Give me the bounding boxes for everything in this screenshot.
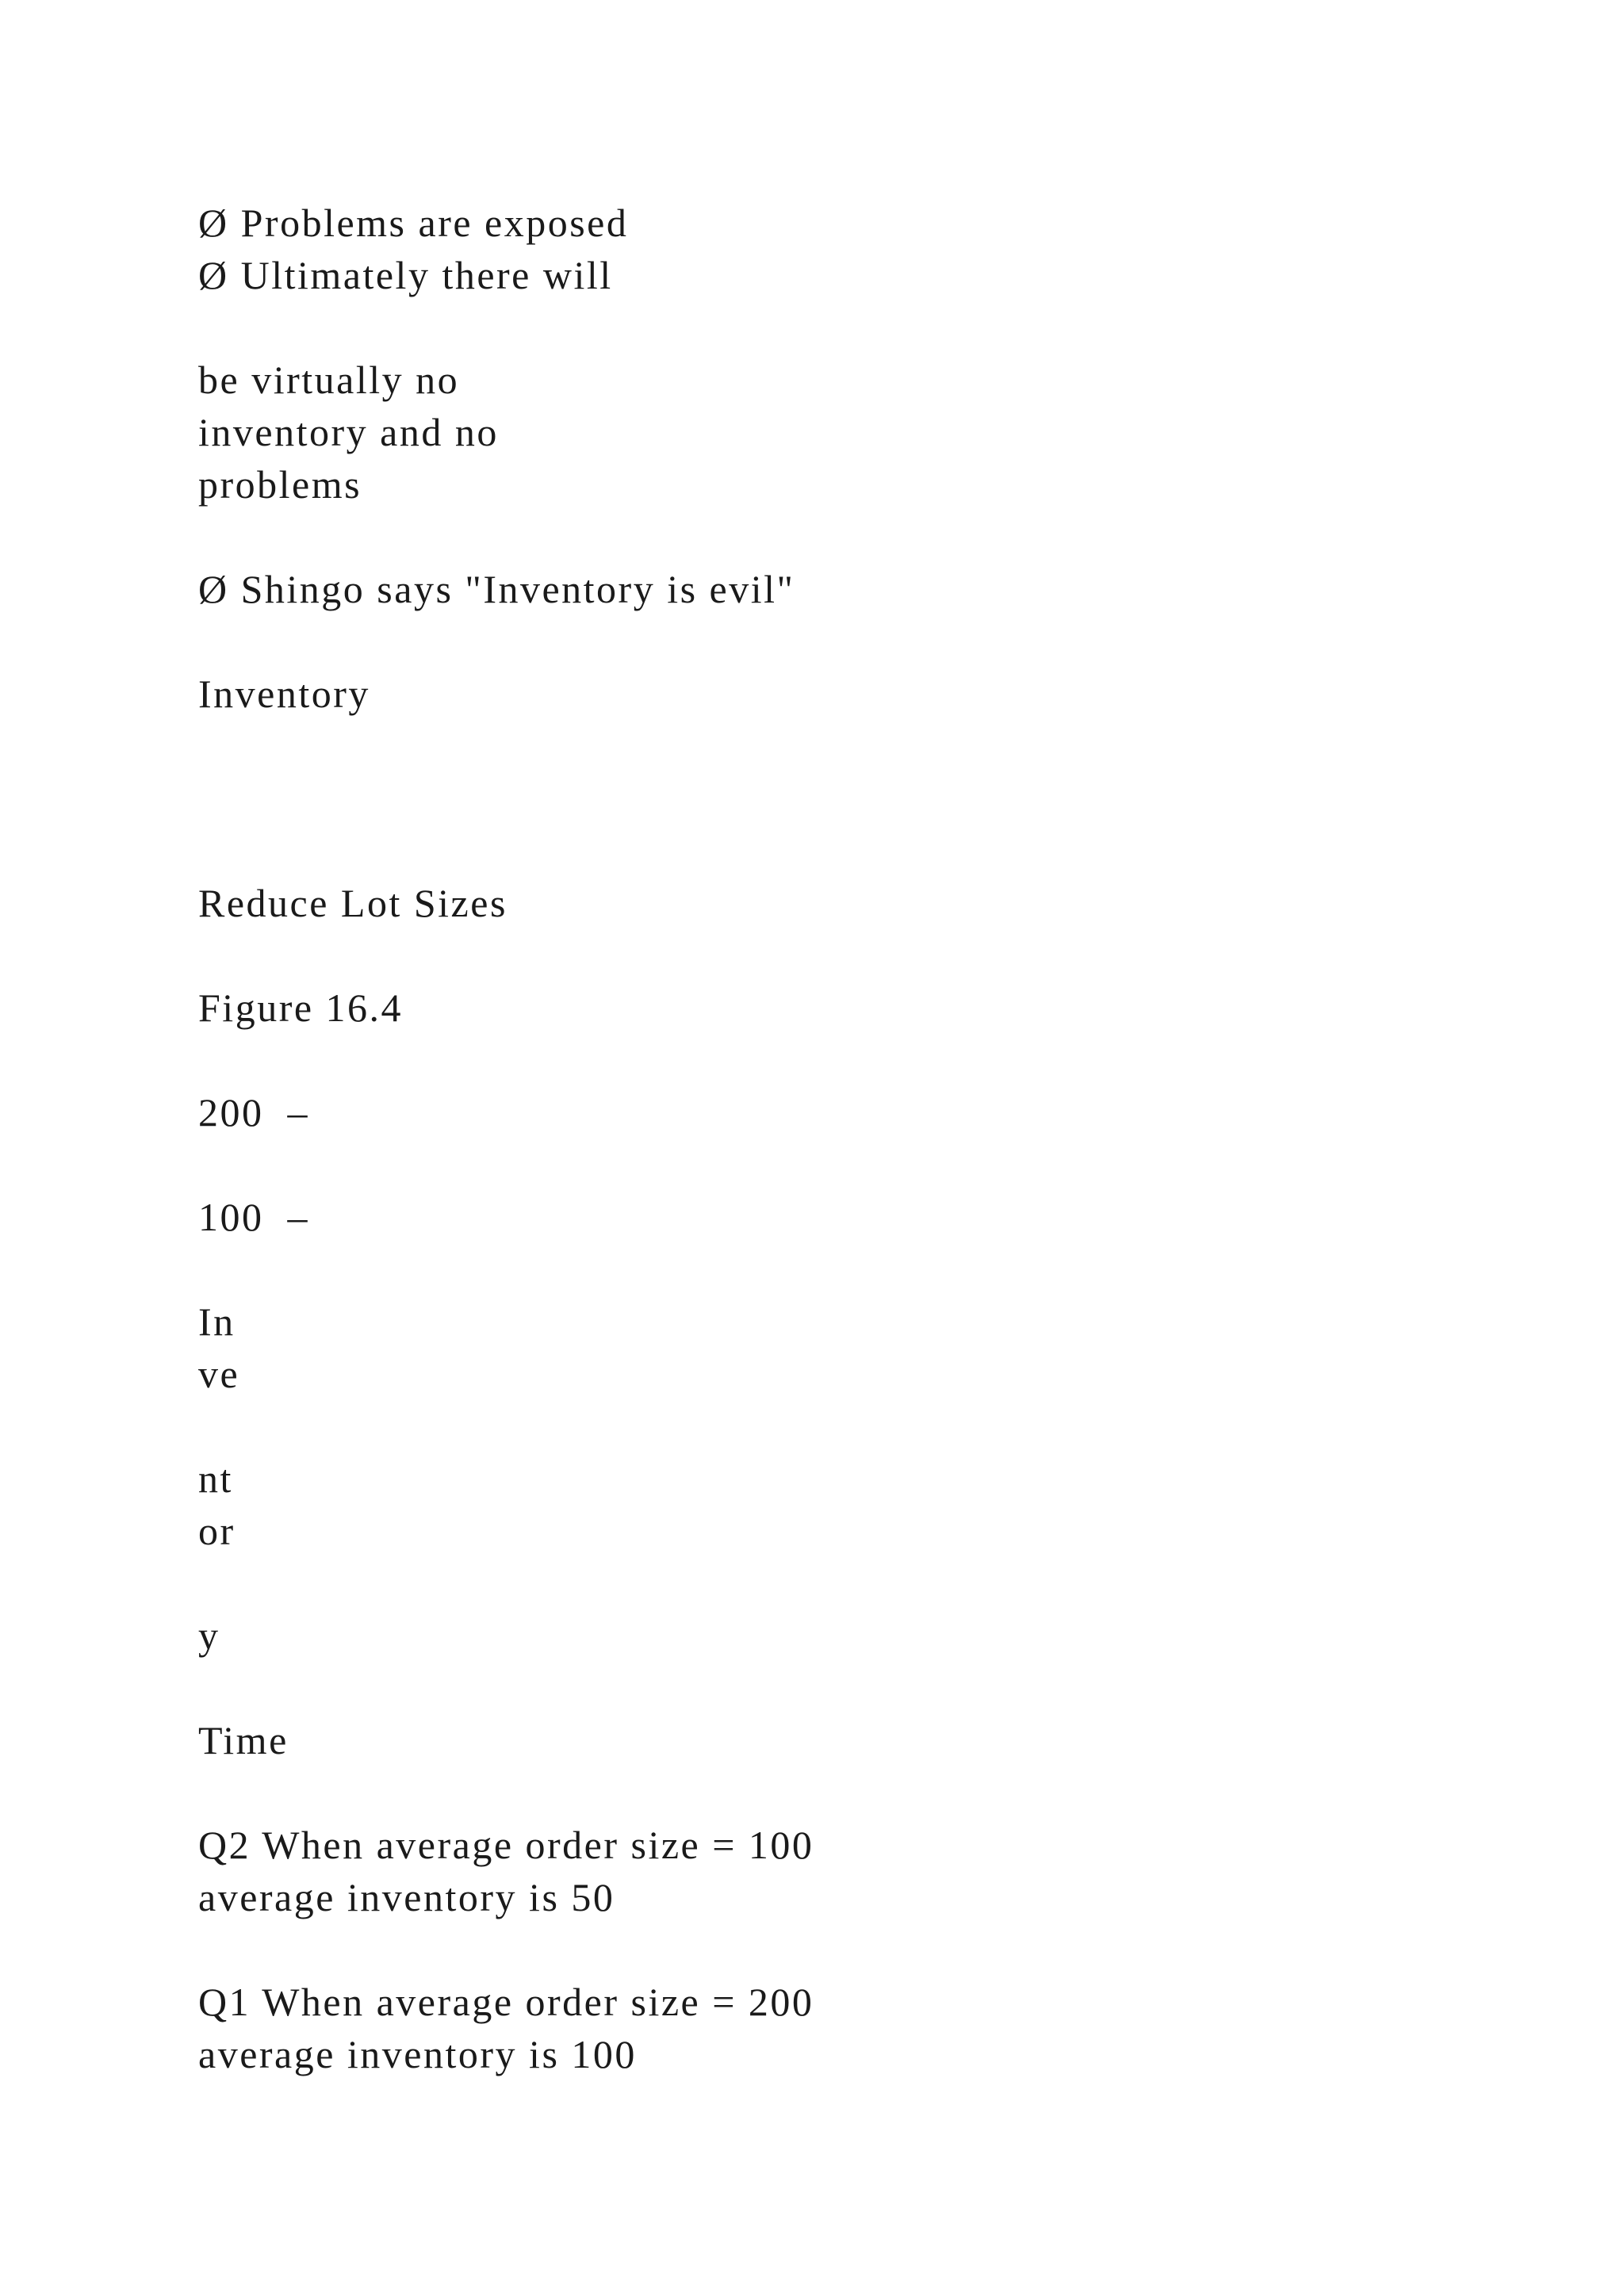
bullet-continuation-1: be virtually no (198, 358, 460, 402)
axis-tick-200: 200 – (198, 1090, 309, 1135)
inventory-label: Inventory (198, 672, 370, 716)
figure-label: Figure 16.4 (198, 985, 404, 1030)
axis-tick-100: 100 – (198, 1195, 309, 1239)
axis-ylabel-part: y (198, 1613, 220, 1658)
note-q2-line-1: Q2 When average order size = 100 (198, 1823, 814, 1867)
axis-ylabel-part: nt (198, 1456, 233, 1501)
note-q2-line-2: average inventory is 50 (198, 1875, 615, 1919)
bullet-problems-exposed: Ø Problems are exposed (198, 201, 629, 245)
bullet-shingo-quote: Ø Shingo says "Inventory is evil" (198, 567, 795, 611)
note-q1-line-1: Q1 When average order size = 200 (198, 1980, 814, 2024)
axis-ylabel-part: or (198, 1509, 236, 1553)
note-q1-line-2: average inventory is 100 (198, 2032, 637, 2076)
axis-ylabel-part: In (198, 1299, 236, 1344)
axis-xlabel-time: Time (198, 1718, 289, 1762)
bullet-continuation-3: problems (198, 462, 362, 507)
axis-ylabel-part: ve (198, 1352, 240, 1396)
section-title: Reduce Lot Sizes (198, 881, 508, 925)
bullet-continuation-2: inventory and no (198, 410, 499, 454)
bullet-ultimately: Ø Ultimately there will (198, 253, 613, 297)
